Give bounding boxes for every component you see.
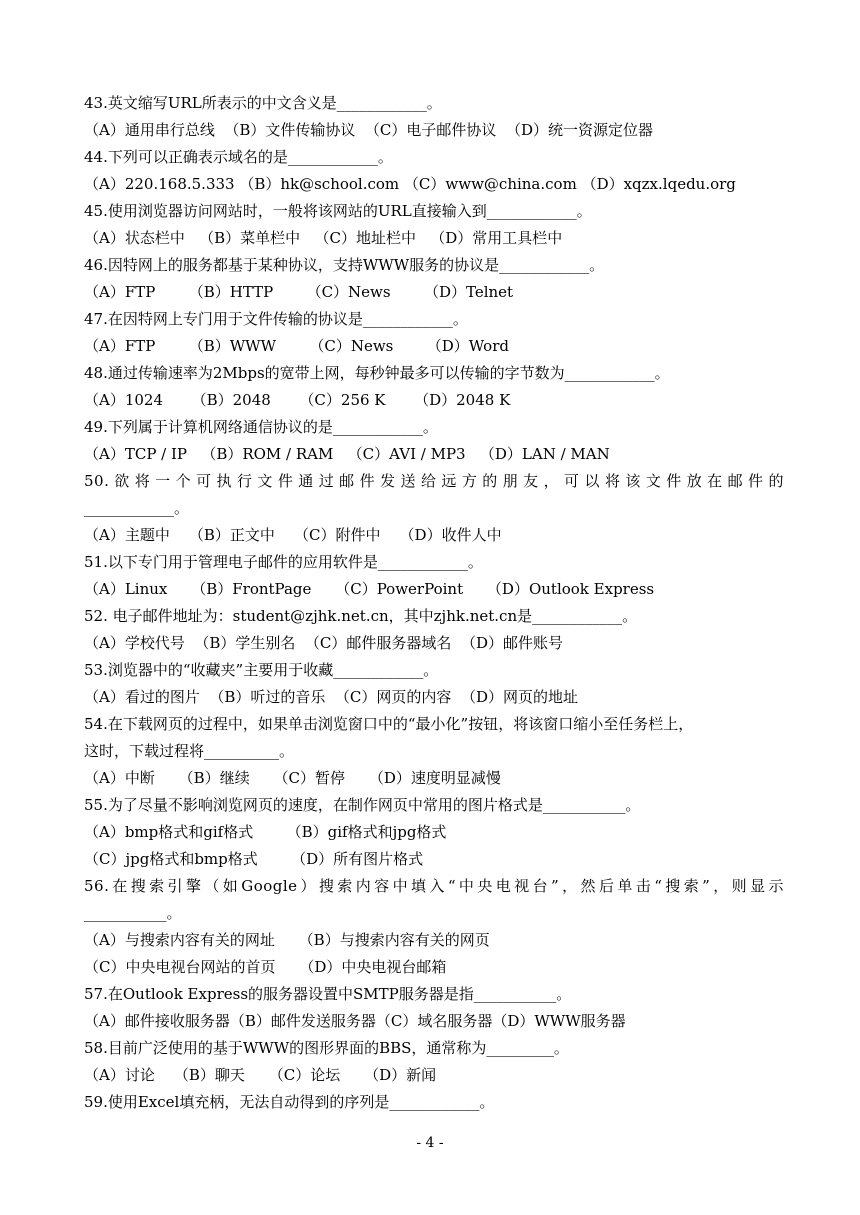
question-line: ___________。 (84, 904, 182, 922)
question-line: 52. 电子邮件地址为：student@zjhk.net.cn，其中zjhk.net.cn是____________。 (84, 607, 638, 625)
answer-options-line: （A）主题中 （B）正文中 （C）附件中 （D）收件人中 (84, 526, 502, 544)
question-line: 50.欲将一个可执行文件通过邮件发送给远方的朋友，可以将该文件放在邮件的 (84, 472, 784, 490)
answer-options-line: （C）jpg格式和bmp格式 （D）所有图片格式 (84, 850, 424, 868)
answer-options-line: （A）看过的图片 （B）听过的音乐 （C）网页的内容 （D）网页的地址 (84, 688, 578, 706)
answer-options-line: （A）FTP （B）WWW （C）News （D）Word (84, 337, 509, 355)
question-line: 51.以下专门用于管理电子邮件的应用软件是____________。 (84, 553, 483, 571)
question-line: 53.浏览器中的“收藏夹”主要用于收藏____________。 (84, 661, 439, 679)
question-line: 59.使用Excel填充柄，无法自动得到的序列是____________。 (84, 1093, 495, 1111)
question-line: 57.在Outlook Express的服务器设置中SMTP服务器是指___________。 (84, 985, 572, 1003)
answer-options-line: （A）220.168.5.333 （B）hk@school.com （C）www@china.com （D）xqzx.lqedu.org (84, 175, 736, 193)
page-number: - 4 - (416, 1135, 444, 1151)
question-line: 46.因特网上的服务都基于某种协议，支持WWW服务的协议是____________。 (84, 256, 605, 274)
question-line: 58.目前广泛使用的基于WWW的图形界面的BBS，通常称为_________。 (84, 1039, 569, 1057)
answer-options-line: （A）bmp格式和gif格式 （B）gif格式和jpg格式 (84, 823, 447, 841)
question-line: 49.下列属于计算机网络通信协议的是____________。 (84, 418, 438, 436)
question-line: 这时，下载过程将__________。 (84, 742, 295, 760)
answer-options-line: （A）中断 （B）继续 （C）暂停 （D）速度明显减慢 (84, 769, 501, 787)
answer-options-line: （A）讨论 （B）聊天 （C）论坛 （D）新闻 (84, 1066, 437, 1084)
answer-options-line: （A）通用串行总线 （B）文件传输协议 （C）电子邮件协议 （D）统一资源定位器 (84, 121, 653, 139)
question-line: 56.在搜索引擎（如Google）搜索内容中填入“中央电视台”，然后单击“搜索”，则显示 (84, 877, 784, 895)
question-line: 47.在因特网上专门用于文件传输的协议是____________。 (84, 310, 468, 328)
answer-options-line: （A）Linux （B）FrontPage （C）PowerPoint （D）Outlook Express (84, 580, 655, 598)
answer-options-line: （A）邮件接收服务器（B）邮件发送服务器（C）域名服务器（D）WWW服务器 (84, 1012, 626, 1030)
question-line: 44.下列可以正确表示域名的是____________。 (84, 148, 393, 166)
answer-options-line: （A）FTP （B）HTTP （C）News （D）Telnet (84, 283, 514, 301)
question-line: 55.为了尽量不影响浏览网页的速度，在制作网页中常用的图片格式是___________。 (84, 796, 641, 814)
question-line: 43.英文缩写URL所表示的中文含义是____________。 (84, 94, 442, 112)
answer-options-line: （A）1024 （B）2048 （C）256 K （D）2048 K (84, 391, 511, 409)
question-line: ____________。 (84, 499, 190, 517)
question-line: 45.使用浏览器访问网站时，一般将该网站的URL直接输入到____________。 (84, 202, 592, 220)
answer-options-line: （A）状态栏中 （B）菜单栏中 （C）地址栏中 （D）常用工具栏中 (84, 229, 563, 247)
answer-options-line: （A）TCP / IP （B）ROM / RAM （C）AVI / MP3 （D）LAN / MAN (84, 445, 610, 463)
question-line: 54.在下载网页的过程中，如果单击浏览窗口中的“最小化”按钮，将该窗口缩小至任务栏上， (84, 715, 694, 733)
answer-options-line: （A）学校代号 （B）学生别名 （C）邮件服务器域名 （D）邮件账号 (84, 634, 563, 652)
answer-options-line: （C）中央电视台网站的首页 （D）中央电视台邮箱 (84, 958, 447, 976)
question-line: 48.通过传输速率为2Mbps的宽带上网，每秒钟最多可以传输的字节数为____________。 (84, 364, 670, 382)
answer-options-line: （A）与搜索内容有关的网址 （B）与搜索内容有关的网页 (84, 931, 490, 949)
question-list (84, 90, 784, 1116)
